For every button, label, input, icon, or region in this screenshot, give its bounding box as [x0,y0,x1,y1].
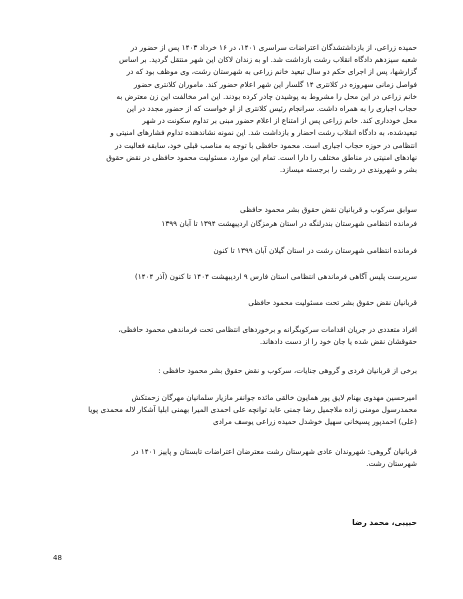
group-victims [40,446,417,470]
paragraph-hamideh-zaraei [40,42,417,176]
paragraph-line: امیرحسین مهدوی بهنام لایق پور همایون خالقی مائده جوانفر مازیار سلمانیان مهرگان زحمتکش [131,393,417,402]
background-heading: سوابق سرکوب و قربانیان نقض حقوق بشر محمود حافظی [240,205,417,214]
paragraph-line: حقوقشان نقض شده یا جان خود را از دست دادهاند. [259,337,417,347]
paragraph-line: قربانیان گروهی: شهروندان عادی شهرستان رشت معترضان اعتراضات تابستان و پاییز ۱۴۰۱ در [131,447,417,456]
paragraph-line: (علی) احمدپور پسیخانی سهیل خوشدل حمیده زراعی یوسف مرادی [212,417,417,427]
paragraph-line: بشر و شهروندی در رشت را برجسته میسازد. [279,165,417,175]
position-rasht: فرمانده انتظامی شهرستان رشت در استان گیلان آبان ۱۳۹۹ تا کنون [213,246,417,255]
paragraph-line: انتظامی در حوزه حجاب اجباری است. محمود حافظی با توجه به مناصب قبلی خود، سابقه فعالیت در [114,140,417,150]
paragraph-line: حجاب اجباری را به همراه داشت. سرانجام رئیس کلانتری از او خواست که از حضور مجدد در این [126,104,417,114]
victims-heading: قربانیان نقض حقوق بشر تحت مسئولیت محمود حافظی [248,298,417,307]
paragraph-line: حمیده زراعی، از بازداشتشدگان اعتراضات سراسری ۱۴۰۱، در ۱۶ خرداد ۱۴۰۳ پس از حضور در [130,43,417,52]
paragraph-line: شهرستان رشت. [366,459,417,469]
paragraph-victims-intro [40,324,417,348]
paragraph-line: شعبه سیزدهم دادگاه انقلاب رشت بازداشت شد. او به زندان لاکان این شهر منتقل گردید. بر اساس [119,55,417,65]
paragraph-line: تبعیدشده، به دادگاه انقلاب رشت احضار و بازداشت شد. این نمونه نشاندهنده تداوم فشارهای امنیتی و [110,128,417,138]
position-bandar-lengeh: فرمانده انتظامی شهرستان بندرلنگه در استان هرمزگان اردیبهشت ۱۳۹۴ تا آبان ۱۳۹۹ [161,219,417,228]
individual-victims-list [40,392,417,429]
author-name: حبیبی، محمد رضا [352,518,417,527]
paragraph-line: خانم زراعی در این محل را مشروط به پوشیدن چادر کرده بودند. این امر مخالفت این زن معترض به [116,91,417,101]
page-number: 48 [53,554,62,562]
paragraph-line: محمدرسول مومنی زاده ملاجمیل رضا جمنی عابد توانچه علی احمدی المیرا بهمنی ابلیا آشکار لاله محمدی پویا [88,405,417,415]
paragraph-line: محل خودداری کند. خانم زراعی پس از امتناع از اعلام حضور مبنی بر تداوم سکونت در شهر [142,116,417,126]
paragraph-line: افراد متعددی در جریان اقدامات سرکوبگرانه و برخوردهای انتظامی تحت فرماندهی محمود حافظی، [118,325,417,334]
list-intro: برخی از قربانیان فردی و گروهی جنایات، سرکوب و نقض حقوق بشر محمود حافظی : [158,366,417,375]
position-fars: سرپرست پلیس آگاهی فرماندهی انتظامی استان فارس ۹ اردیبهشت ۱۴۰۴ تا کنون (آذر ۱۴۰۴) [134,272,417,281]
paragraph-line: گزارشها، پس از اجرای حکم دو سال تبعید خانم زراعی به شهرستان رشت، وی موظف بود که در [126,67,417,77]
paragraph-line: فواصل زمانی سهروزه در کلانتری ۱۴ گلسار این شهر اعلام حضور کند. ماموران کلانتری حضور [133,79,417,89]
paragraph-line: نهادهای امنیتی در مناطق مختلف را دارا است. تمام این موارد، مسئولیت محمود حافظی در نقض حقوق [106,152,417,162]
